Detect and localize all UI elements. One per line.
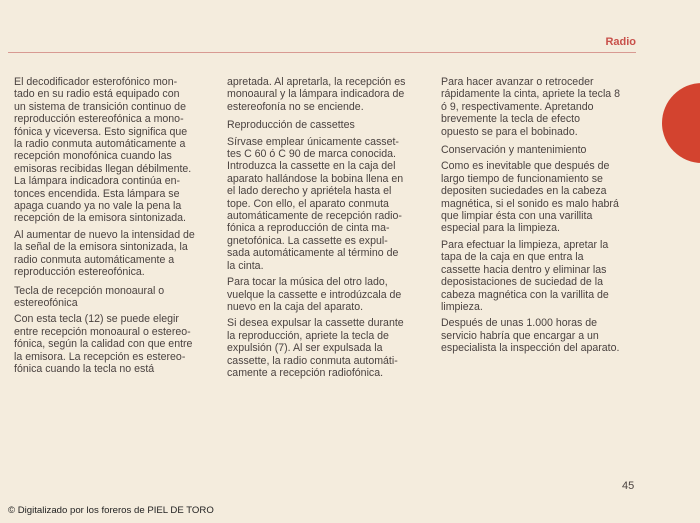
paragraph: Para tocar la música del otro lado, vuelque la cassette e introdúzcala de nuevo en la caja del aparato. — [227, 276, 402, 313]
section-heading: Tecla de recepción monoaural o estereofónica — [14, 284, 165, 309]
paragraph: Si desea expulsar la cassette durante la reproducción, apriete la tecla de expulsión (7). Al ser expulsada la cassette, la radio conmuta automáti- camente a recepción radiofónica. — [227, 317, 404, 379]
header-divider — [8, 52, 636, 53]
paragraph: Con esta tecla (12) se puede elegir entre recepción monoaural o estereo- fónica, según la calidad con que entre la emisora. La recepción es estereo- fónica cuando la tecla no está — [14, 313, 193, 375]
paragraph: Como es inevitable que después de largo tiempo de funcionamiento se depositen suciedades en la cabeza magnética, si el sonido es malo habrá que limpiar ésta con una varillita especial para la limpieza. — [441, 160, 619, 235]
page-number: 45 — [622, 480, 635, 492]
section-title: Radio — [605, 36, 636, 48]
section-heading: Conservación y mantenimiento — [441, 144, 587, 157]
paragraph: Al aumentar de nuevo la intensidad de la señal de la emisora sintonizada, la radio conmuta automáticamente a reproducción estereofónica. — [14, 228, 195, 279]
paragraph: Para hacer avanzar o retroceder rápidamente la cinta, apriete la tecla 8 ó 9, respectivamente. Apretando brevemente la tecla de efecto opuesto se para el bobinado. — [441, 76, 621, 138]
section-tab-marker — [662, 83, 700, 163]
text-column-3 — [441, 76, 644, 359]
paragraph: apretada. Al apretarla, la recepción es monoaural y la lámpara indicadora de estereofonía no se enciende. — [227, 76, 406, 113]
paragraph: El decodificador esterofónico mon- tado en su radio está equipado con un sistema de transición continuo de reproducción estereofónica a mono- fónica y viceversa. Esto significa que la radio conmuta automáticamente a recepción monofónica cuando las emisoras recibidas llegan débilmente. La lámpara indicadora continúa en- tonces encendida. Esta lámpara se apaga cuando ya no vale la pena la recepción de la emisora sintonizada. — [14, 76, 192, 225]
text-column-2 — [227, 76, 425, 383]
text-column-1 — [14, 76, 216, 379]
paragraph: Sírvase emplear únicamente casset- tes C 60 ó C 90 de marca conocida. Introduzca la cassette en la caja del aparato hallándose la bobina llena en el lado derecho y apriétela hasta el tope. Con ello, el aparato conmuta automáticamente de recepción radio- fónica a reproducción de cinta ma- gnetofónica. La cassette es expul- sada automáticamente al término de la cinta. — [227, 135, 404, 272]
scan-credit: © Digitalizado por los foreros de PIEL DE TORO — [8, 505, 214, 516]
paragraph: Para efectuar la limpieza, apretar la tapa de la caja en que entra la cassette hacia dentro y eliminar las deposistaciones de suciedad de la cabeza magnética con la varillita de limpieza. — [441, 238, 609, 313]
paragraph: Después de unas 1.000 horas de servicio habría que encargar a un especialista la inspección del aparato. — [441, 317, 620, 355]
section-heading: Reproducción de cassettes — [227, 119, 355, 132]
